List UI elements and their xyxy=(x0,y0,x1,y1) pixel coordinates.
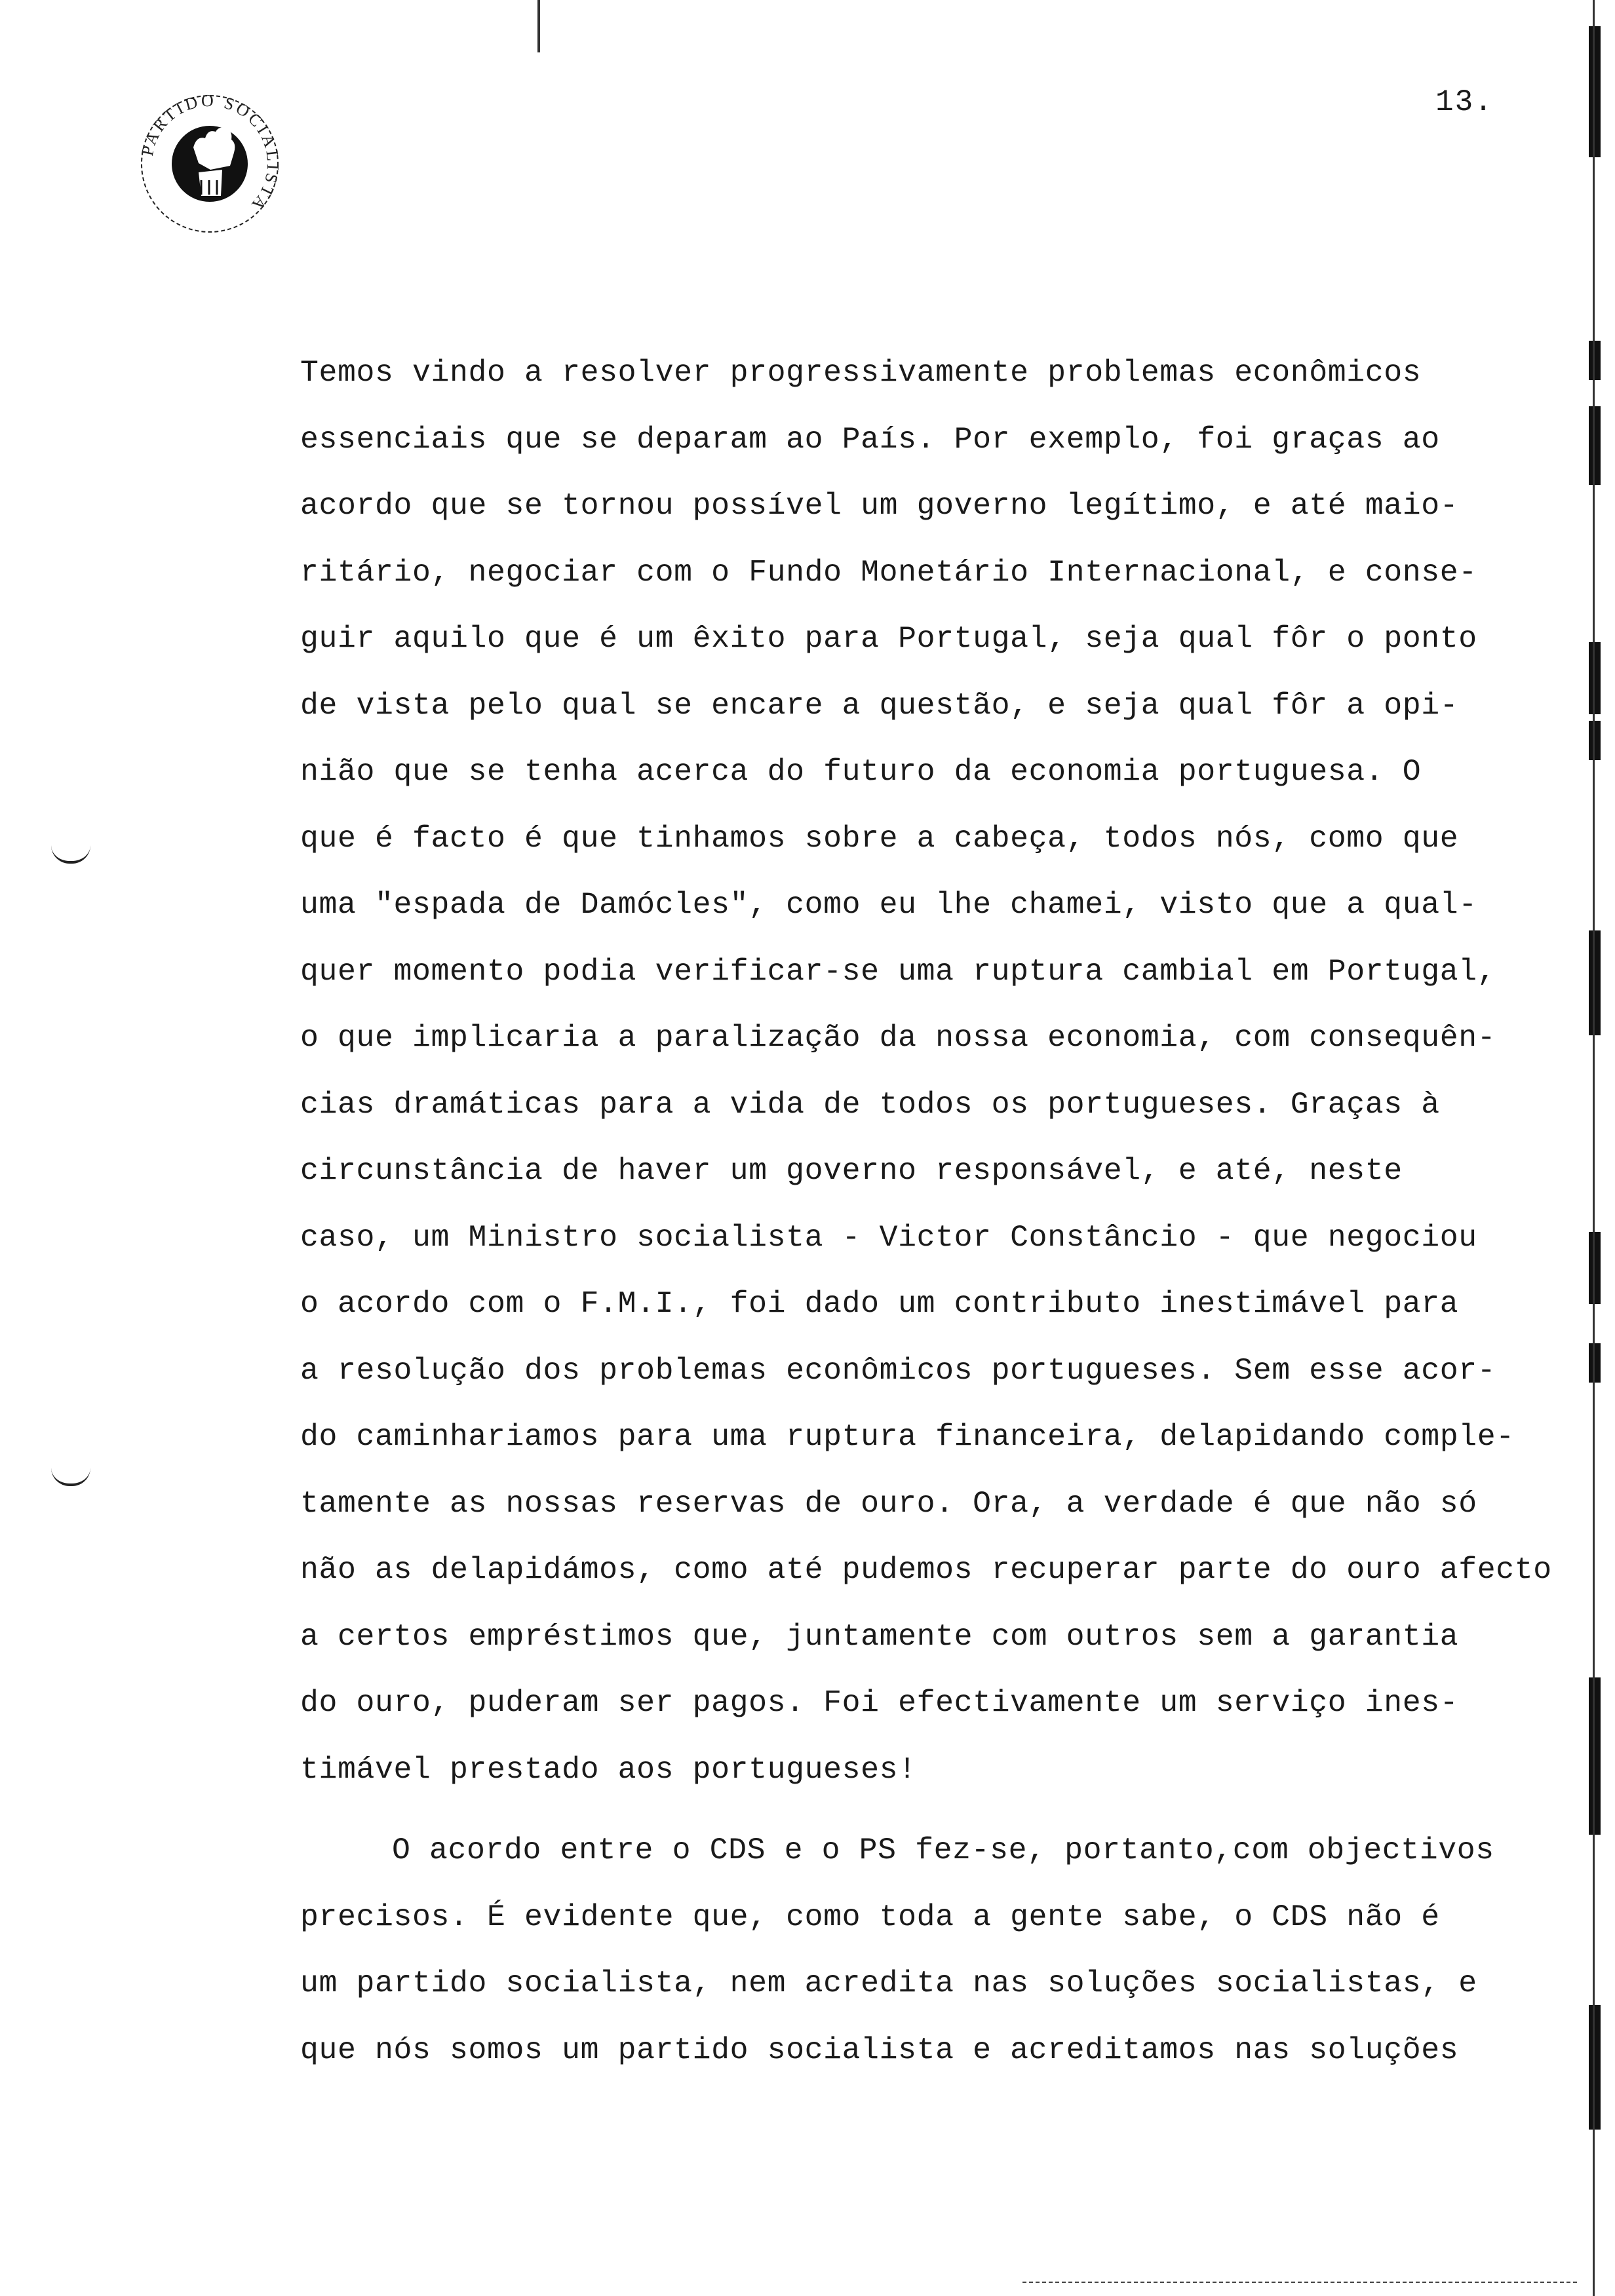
text-line: do ouro, puderam ser pagos. Foi efectivamente um serviço ines- xyxy=(300,1685,1459,1720)
svg-text:PARTIDO SOCIALISTA: PARTIDO SOCIALISTA xyxy=(137,90,283,216)
text-line: timável prestado aos portugueses! xyxy=(300,1751,917,1787)
text-line: acordo que se tornou possível um governo legítimo, e até maio- xyxy=(300,488,1459,523)
text-line: Temos vindo a resolver progressivamente problemas econômicos xyxy=(300,355,1422,390)
text-line: circunstância de haver um governo responsável, e até, neste xyxy=(300,1153,1403,1188)
margin-mark xyxy=(51,845,90,864)
text-line: guir aquilo que é um êxito para Portugal, seja qual fôr o ponto xyxy=(300,621,1477,656)
text-line: um partido socialista, nem acredita nas soluções socialistas, e xyxy=(300,1966,1477,2000)
text-line: de vista pelo qual se encare a questão, e seja qual fôr a opi- xyxy=(300,687,1459,723)
text-line: caso, um Ministro socialista - Victor Constâncio - que negociou xyxy=(300,1219,1477,1255)
party-logo-fist-icon xyxy=(128,82,292,246)
text-line: cias dramáticas para a vida de todos os portugueses. Graças à xyxy=(300,1086,1440,1122)
scan-artifact-top xyxy=(537,0,540,52)
text-line: quer momento podia verificar-se uma ruptura cambial em Portugal, xyxy=(300,953,1496,989)
text-line: do caminhariamos para uma ruptura financeira, delapidando comple- xyxy=(300,1419,1515,1454)
paragraph-2 xyxy=(300,1817,1559,2083)
text-line: que nós somos um partido socialista e acreditamos nas soluções xyxy=(300,2032,1459,2067)
text-line: o que implicaria a paralização da nossa economia, com consequên- xyxy=(300,1020,1496,1055)
text-line: a resolução dos problemas econômicos portugueses. Sem esse acor- xyxy=(300,1352,1496,1388)
paragraph-gap xyxy=(300,1803,1559,1817)
text-line: a certos empréstimos que, juntamente com outros sem a garantia xyxy=(300,1618,1459,1654)
text-line: O acordo entre o CDS e o PS fez-se, portanto,com objectivos xyxy=(392,1833,1494,1867)
text-line: uma "espada de Damócles", como eu lhe chamei, visto que a qual- xyxy=(300,887,1477,922)
text-line: tamente as nossas reservas de ouro. Ora, a verdade é que não só xyxy=(300,1485,1477,1521)
margin-mark xyxy=(51,1468,90,1486)
letter-body xyxy=(300,339,1559,2083)
text-line: não as delapidámos, como até pudemos recuperar parte do ouro afecto xyxy=(300,1552,1552,1587)
text-line: essenciais que se deparam ao País. Por exemplo, foi graças ao xyxy=(300,421,1440,457)
text-line: o acordo com o F.M.I., foi dado um contributo inestimável para xyxy=(300,1286,1459,1321)
scan-edge xyxy=(1585,0,1615,2296)
text-line: que é facto é que tinhamos sobre a cabeça, todos nós, como que xyxy=(300,820,1459,856)
page-number: 13. xyxy=(1435,85,1494,119)
text-line: precisos. É evidente que, como toda a gente sabe, o CDS não é xyxy=(300,1899,1440,1934)
text-line: nião que se tenha acerca do futuro da economia portuguesa. O xyxy=(300,754,1422,789)
paragraph-1 xyxy=(300,339,1559,1803)
text-line: ritário, negociar com o Fundo Monetário Internacional, e conse- xyxy=(300,554,1477,590)
scan-artifact-bottom xyxy=(1022,2282,1580,2283)
